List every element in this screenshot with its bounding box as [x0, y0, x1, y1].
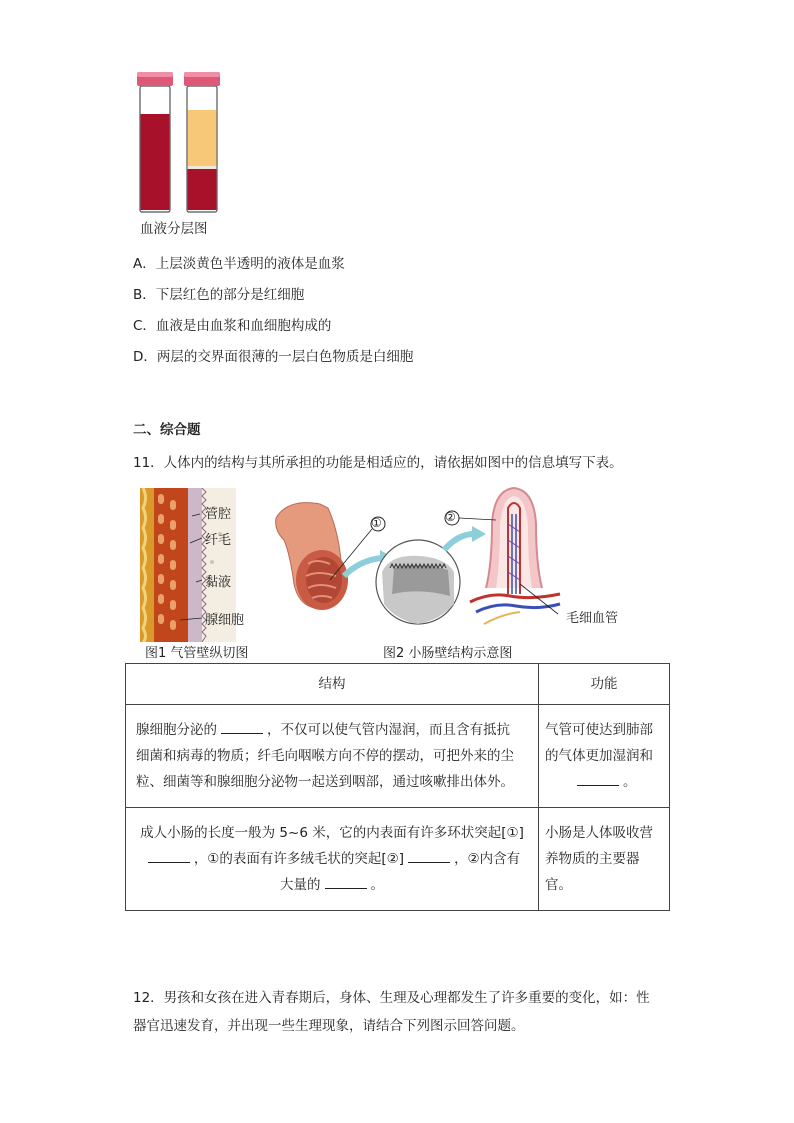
- row1-func-2: 的气体更加湿润和: [545, 748, 653, 764]
- option-b: B．下层红色的部分是红细胞: [133, 287, 305, 303]
- table-header-row: [126, 664, 670, 705]
- blood-figure-caption: 血液分层图: [140, 221, 208, 237]
- blood-tubes-figure: [135, 68, 225, 216]
- row1-text-2: ，不仅可以使气管内湿润，而且含有抵抗: [267, 722, 510, 738]
- answer-blank[interactable]: [577, 769, 619, 786]
- row1-text-4: 粒、细菌等和腺细胞分泌物一起送到咽部，通过咳嗽排出体外。: [136, 774, 514, 790]
- row1-func-3: 。: [623, 774, 637, 790]
- row2-text-4: 大量的: [280, 877, 321, 893]
- q12-line-2: 器官迅速发育，并出现一些生理现象，请结合下列图示回答问题。: [133, 1018, 525, 1034]
- row2-func-1: 小肠是人体吸收营: [545, 825, 653, 841]
- row1-function: [539, 705, 670, 808]
- answer-blank[interactable]: [221, 717, 263, 734]
- table-row: [126, 705, 670, 808]
- fig1-label-mucus: 黏液: [205, 575, 232, 590]
- intestine-tube: [276, 503, 348, 610]
- row2-text-2: ，①的表面有许多绒毛状的突起[②]: [193, 851, 405, 867]
- fig1-label-gland-cell: 腺细胞: [205, 613, 245, 628]
- structure-function-table: [125, 663, 670, 911]
- test-tube-left: [137, 72, 173, 212]
- header-function: 功能: [539, 664, 670, 705]
- test-tube-right: [184, 72, 220, 212]
- magnified-fold: [376, 540, 460, 624]
- answer-blank[interactable]: [408, 846, 450, 863]
- row2-function: [539, 808, 670, 911]
- fig1-caption: 图1 气管壁纵切图: [145, 646, 249, 661]
- fig2-marker-2: ②: [445, 510, 456, 524]
- villus: [470, 488, 560, 624]
- option-a: A．上层淡黄色半透明的液体是血浆: [133, 256, 345, 272]
- row1-structure: [126, 705, 539, 808]
- row1-text-3: 细菌和病毒的物质；纤毛向咽喉方向不停的摆动，可把外来的尘: [136, 748, 514, 764]
- row2-structure: [126, 808, 539, 911]
- row1-text-1: 腺细胞分泌的: [136, 722, 217, 738]
- fig2-marker-1: ①: [371, 516, 382, 530]
- table-row: [126, 808, 670, 911]
- q12-line-1: 12．男孩和女孩在进入青春期后，身体、生理及心理都发生了许多重要的变化，如：性: [133, 990, 650, 1006]
- row1-func-1: 气管可使达到肺部: [545, 722, 653, 738]
- answer-blank[interactable]: [325, 872, 367, 889]
- fig2-caption: 图2 小肠壁结构示意图: [383, 646, 513, 661]
- option-d: D．两层的交界面很薄的一层白色物质是白细胞: [133, 349, 414, 365]
- option-c: C．血液是由血浆和血细胞构成的: [133, 318, 332, 334]
- section-title: 二、综合题: [133, 422, 201, 438]
- row2-text-3: ，②内含有: [454, 851, 521, 867]
- q11-stem: 11．人体内的结构与其所承担的功能是相适应的，请依据如图中的信息填写下表。: [133, 455, 623, 471]
- header-structure: 结构: [126, 664, 539, 705]
- fig1-label-cilia: 纤毛: [205, 533, 232, 548]
- fig1-label-lumen: 管腔: [205, 507, 232, 522]
- row2-func-2: 养物质的主要器官。: [545, 851, 640, 893]
- small-intestine-figure: [270, 484, 570, 644]
- row2-text-5: 。: [370, 877, 384, 893]
- answer-blank[interactable]: [148, 846, 190, 863]
- fig2-label-capillary: 毛细血管: [566, 611, 619, 626]
- row2-text-1: 成人小肠的长度一般为 5~6 米，它的内表面有许多环状突起[①]: [140, 825, 524, 841]
